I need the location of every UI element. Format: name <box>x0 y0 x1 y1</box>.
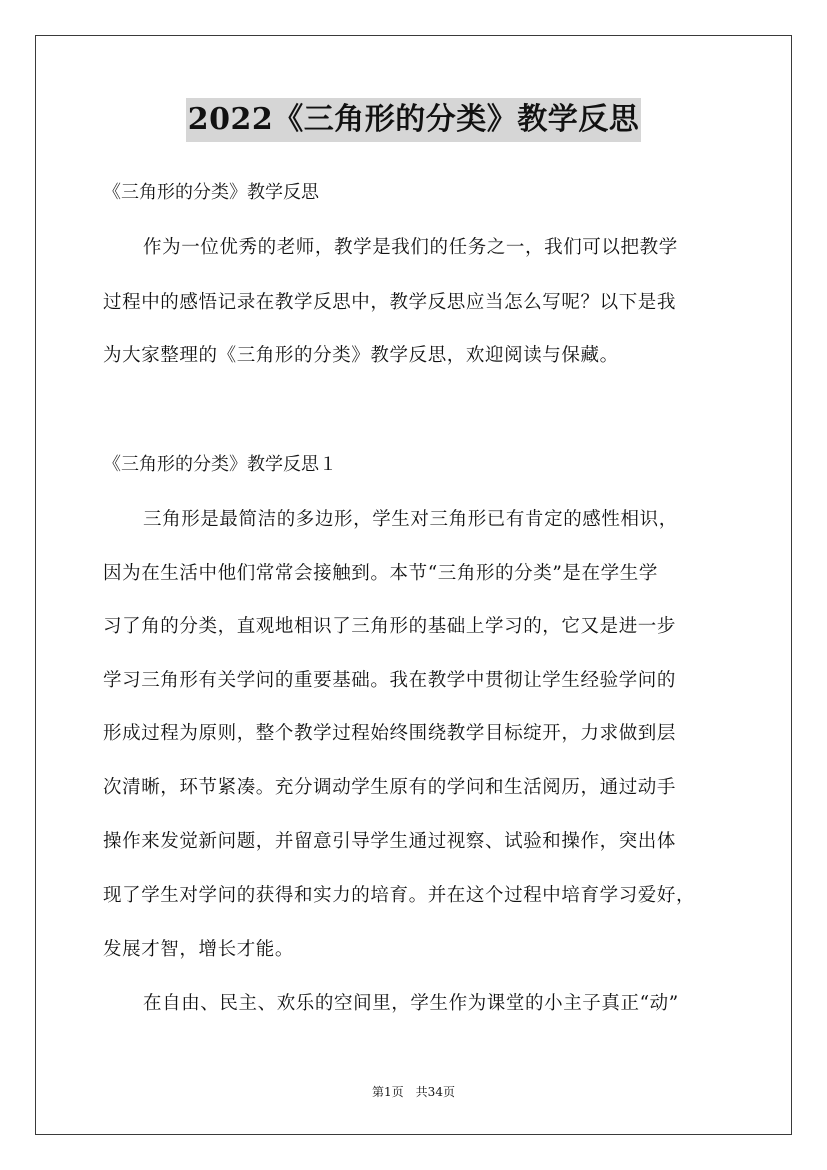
paragraph-line: 形成过程为原则，整个教学过程始终围绕教学目标绽开，力求做到层 <box>103 723 677 744</box>
paragraph-line: 学习三角形有关学问的重要基础。我在教学中贯彻让学生经验学问的 <box>103 670 677 691</box>
intro-line: 为大家整理的《三角形的分类》教学反思，欢迎阅读与保藏。 <box>103 345 619 366</box>
intro-line: 过程中的感悟记录在教学反思中，教学反思应当怎么写呢？以下是我 <box>103 292 677 313</box>
document-title: 2022《三角形的分类》教学反思 <box>186 98 642 142</box>
paragraph-line: 次清晰，环节紧凑。充分调动学生原有的学问和生活阅历，通过动手 <box>103 777 677 798</box>
paragraph-line: 发展才智，增长才能。 <box>103 939 295 960</box>
section-heading: 《三角形的分类》教学反思１ <box>103 454 337 475</box>
paragraph-line: 三角形是最简洁的多边形，学生对三角形已有肯定的感性相识， <box>143 509 678 530</box>
page-number: 第1页 共34页 <box>372 1085 455 1099</box>
document-subtitle: 《三角形的分类》教学反思 <box>103 182 319 203</box>
paragraph-line: 因为在生活中他们常常会接触到。本节“三角形的分类”是在学生学 <box>103 563 658 584</box>
paragraph-line: 习了角的分类，直观地相识了三角形的基础上学习的，它又是进一步 <box>103 616 677 637</box>
paragraph-line: 现了学生对学问的获得和实力的培育。并在这个过程中培育学习爱好， <box>103 885 696 906</box>
intro-line: 作为一位优秀的老师，教学是我们的任务之一，我们可以把教学 <box>143 237 678 258</box>
paragraph-line: 操作来发觉新问题，并留意引导学生通过视察、试验和操作，突出体 <box>103 831 677 852</box>
paragraph-line: 在自由、民主、欢乐的空间里，学生作为课堂的小主子真正“动” <box>143 993 679 1014</box>
